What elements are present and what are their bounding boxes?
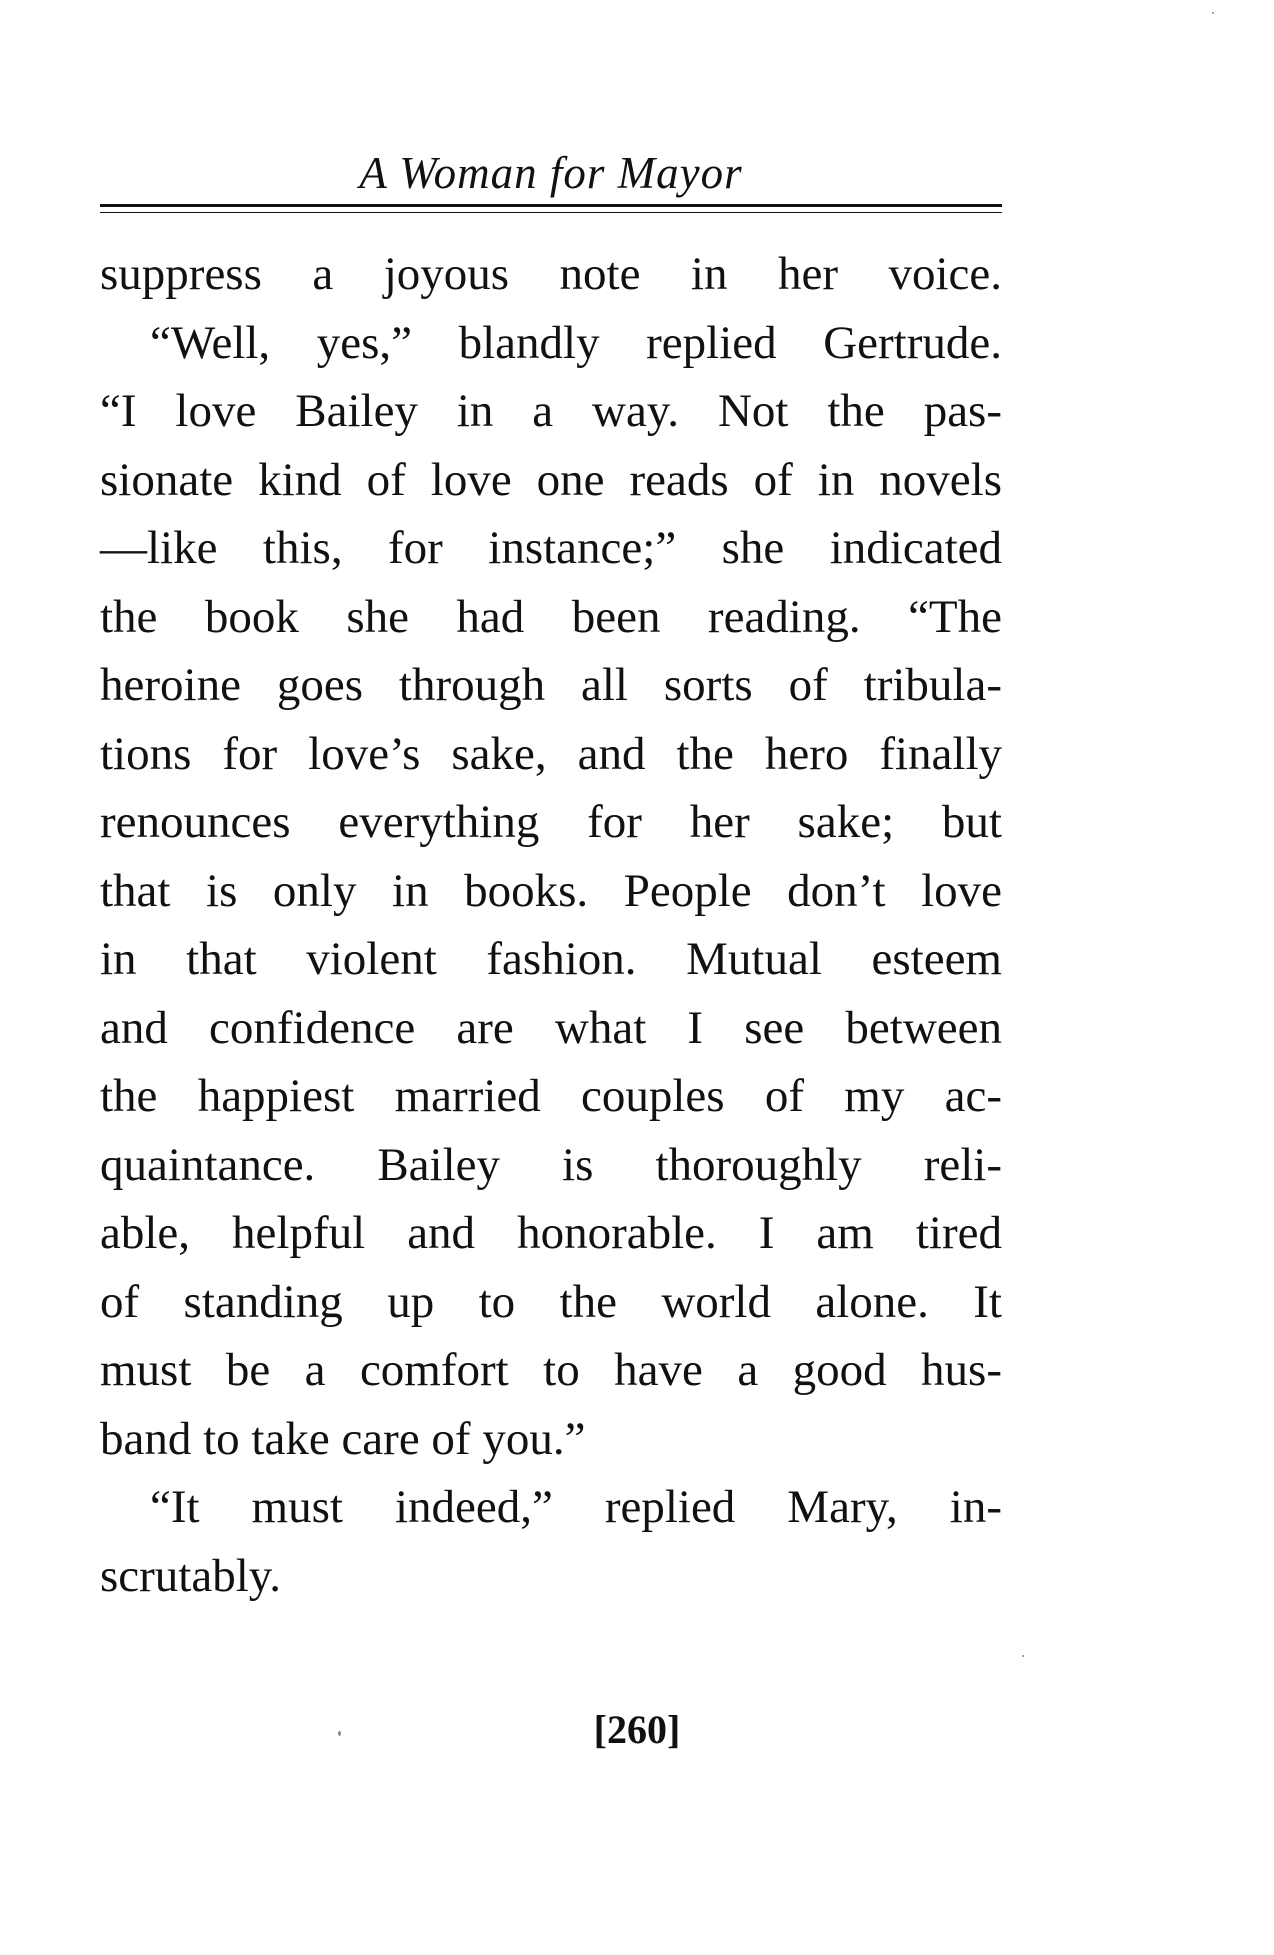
text-line: of standing up to the world alone. It	[100, 1275, 1002, 1328]
text-line: in that violent fashion. Mutual esteem	[100, 933, 1002, 985]
text-line: heroine goes through all sorts of tribula-	[100, 659, 1002, 711]
body-text	[100, 240, 1002, 1610]
text-line: must be a comfort to have a good hus-	[100, 1344, 1002, 1396]
text-line: —like this, for instance;” she indicated	[100, 522, 1002, 574]
text-line: the happiest married couples of my ac-	[100, 1070, 1002, 1122]
text-line: scrutably.	[100, 1549, 281, 1602]
text-line: able, helpful and honorable. I am tired	[100, 1207, 1002, 1259]
text-line: that is only in books. People don’t love	[100, 864, 1002, 917]
running-header: A Woman for Mayor	[359, 148, 743, 198]
text-line: sionate kind of love one reads of in novels	[100, 453, 1002, 506]
text-line: suppress a joyous note in her voice.	[100, 248, 1002, 300]
text-line: quaintance. Bailey is thoroughly reli-	[100, 1138, 1002, 1191]
scan-speck	[1022, 1655, 1024, 1657]
scan-speck	[1212, 12, 1214, 14]
text-line: “I love Bailey in a way. Not the pas-	[100, 385, 1002, 437]
text-line: and confidence are what I see between	[100, 1001, 1002, 1054]
header-rule-thick	[100, 204, 1002, 207]
page-number: [260]	[593, 1707, 681, 1752]
text-line: “It must indeed,” replied Mary, in-	[150, 1481, 1002, 1533]
scan-speck	[338, 1731, 341, 1736]
header-rule-thin	[100, 212, 1002, 213]
text-line: “Well, yes,” blandly replied Gertrude.	[150, 316, 1002, 369]
text-line: band to take care of you.”	[100, 1412, 586, 1465]
text-line: tions for love’s sake, and the hero finally	[100, 727, 1002, 780]
text-line: the book she had been reading. “The	[100, 590, 1002, 643]
text-line: renounces everything for her sake; but	[100, 796, 1002, 848]
